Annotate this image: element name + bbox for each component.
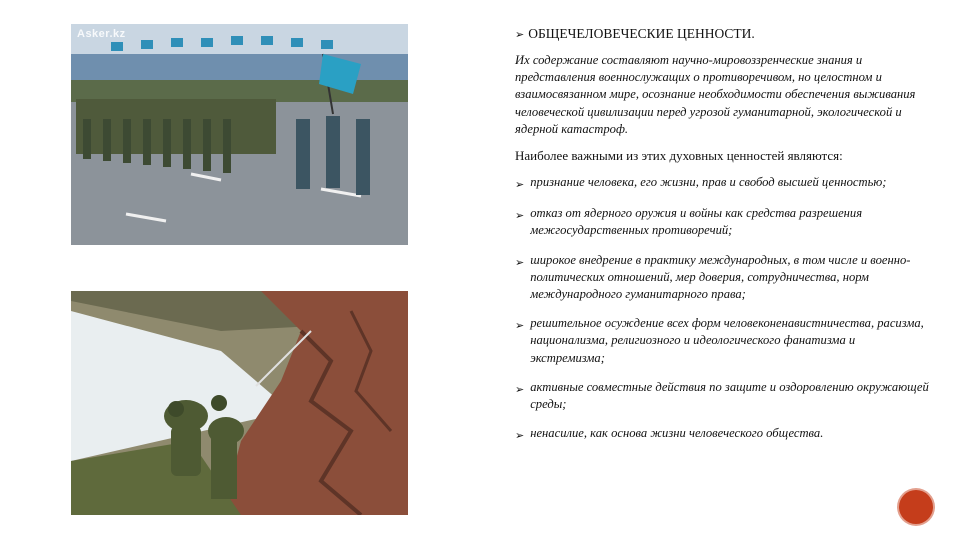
intro-paragraph: Их содержание составляют научно-мировоззренческие знания и представления военнослужащих о противоречивом, но целостном и взаимосвязанном мире, осознание необходимости обеспечения выживания человеческой цивилизации перед угрозой гуманитарной, экологической и ядерной катастроф. xyxy=(515,53,916,136)
parade-photo xyxy=(71,24,408,245)
list-item xyxy=(515,174,930,193)
list-item-text: отказ от ядерного оружия и войны как средства разрешения межгосударственных противоречий; xyxy=(530,206,863,238)
climbing-photo xyxy=(71,291,408,515)
list-item-text: решительное осуждение всех форм человеконенавистничества, расизма, национализма, религиозного и идеологического фанатизма и экстремизма; xyxy=(530,316,924,365)
content-column xyxy=(515,26,930,456)
military-parade-icon xyxy=(71,24,408,245)
values-list xyxy=(515,174,930,444)
soldiers-climbing-icon xyxy=(71,291,408,515)
arrow-bullet-icon: ➢ xyxy=(515,255,525,269)
list-item xyxy=(515,425,930,444)
lead-paragraph: Наиболее важными из этих духовных ценностей являются: xyxy=(515,148,843,164)
list-item-text: широкое внедрение в практику международных, в том числе и военно-политических отношений, мер доверия, сотрудничества, норм международного гуманитарного права; xyxy=(530,252,911,302)
section-heading xyxy=(515,26,930,42)
list-item xyxy=(515,205,930,239)
arrow-bullet-icon: ➢ xyxy=(515,429,525,443)
arrow-bullet-icon: ➢ xyxy=(515,178,525,192)
photo-watermark: Asker.kz xyxy=(77,28,126,40)
list-item-text: признание человека, его жизни, прав и свобод высшей ценностью; xyxy=(530,175,887,190)
list-item xyxy=(515,315,930,367)
arrow-bullet-icon: ➢ xyxy=(515,382,525,396)
list-item xyxy=(515,379,930,413)
arrow-bullet-icon: ➢ xyxy=(515,319,525,333)
list-item-text: активные совместные действия по защите и оздоровлению окружающей среды; xyxy=(530,379,929,412)
list-item-text: ненасилие, как основа жизни человеческого общества. xyxy=(530,426,824,441)
slide-badge-icon xyxy=(899,490,933,524)
arrow-bullet-icon: ➢ xyxy=(515,28,525,41)
list-item xyxy=(515,252,930,304)
heading-text: ОБЩЕЧЕЛОВЕЧЕСКИЕ ЦЕННОСТИ. xyxy=(528,26,755,41)
arrow-bullet-icon: ➢ xyxy=(515,209,525,223)
